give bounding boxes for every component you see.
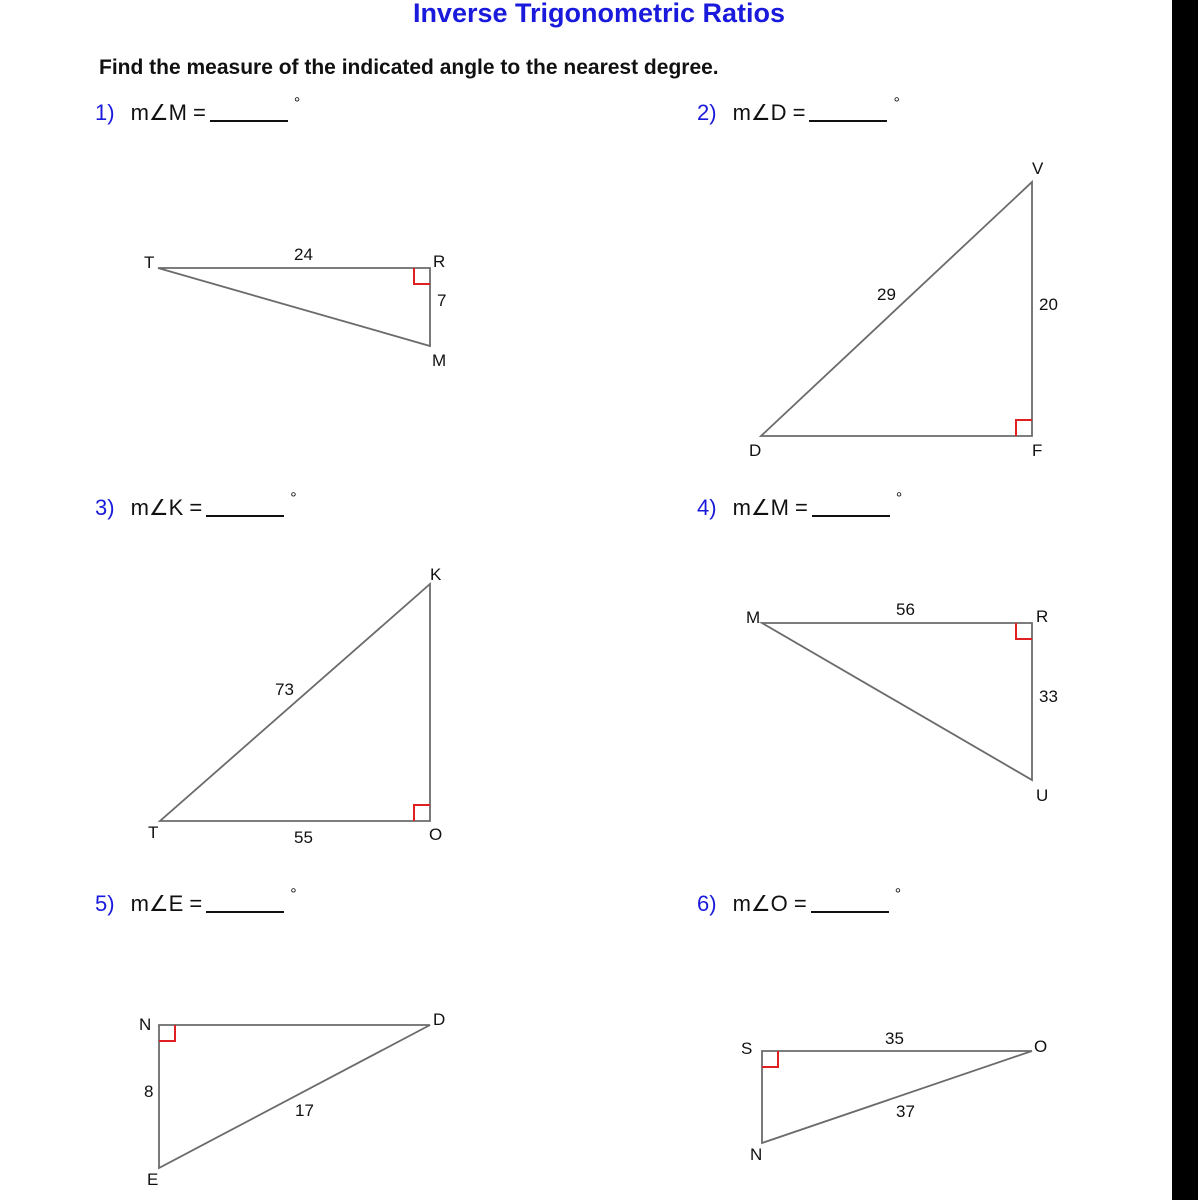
triangle-2: [749, 159, 1058, 460]
triangle-5: [139, 1010, 445, 1189]
right-angle-marker: [159, 1025, 175, 1041]
side-label: 37: [896, 1102, 915, 1121]
vertex-label: T: [144, 253, 155, 272]
triangle-outline: [762, 623, 1032, 780]
degree-symbol: °: [895, 490, 903, 507]
triangle-outline: [158, 268, 430, 346]
vertex-label: M: [432, 351, 447, 370]
side-label: 33: [1039, 687, 1058, 706]
triangle-outline: [762, 1051, 1032, 1143]
problem-number: 4): [697, 495, 717, 520]
instructions: Find the measure of the indicated angle to the nearest degree.: [99, 56, 719, 79]
right-angle-marker: [414, 805, 430, 821]
degree-symbol: °: [290, 490, 297, 507]
side-label: 20: [1039, 295, 1058, 314]
side-label: 55: [294, 828, 313, 847]
degree-symbol: °: [293, 95, 301, 112]
problem-prompt: m∠M =: [130, 100, 206, 125]
side-label: 24: [294, 245, 313, 264]
problem-number: 3): [95, 495, 115, 520]
vertex-label: D: [433, 1010, 446, 1029]
degree-symbol: °: [290, 886, 297, 903]
right-angle-marker: [1016, 623, 1032, 639]
side-label: 7: [437, 291, 447, 310]
triangle-outline: [159, 1025, 430, 1168]
side-label: 17: [295, 1101, 314, 1120]
problem-prompt: m∠E =: [130, 891, 203, 916]
vertex-label: N: [139, 1015, 152, 1034]
problem-number: 6): [697, 891, 717, 916]
problem-number: 2): [697, 100, 717, 125]
vertex-label: F: [1032, 441, 1043, 460]
right-angle-marker: [414, 268, 430, 284]
vertex-label: R: [1036, 607, 1049, 626]
vertex-label: R: [433, 252, 446, 271]
triangle-6: [741, 1029, 1047, 1164]
triangle-1: [144, 245, 446, 370]
problem-prompt: m∠D =: [732, 100, 806, 125]
page-title: Inverse Trigonometric Ratios: [412, 0, 786, 28]
triangle-outline: [160, 584, 430, 821]
right-angle-marker: [762, 1051, 778, 1067]
triangle-4: [746, 600, 1058, 805]
problem-prompt: m∠O =: [732, 891, 807, 916]
problem-prompt: m∠K =: [130, 495, 203, 520]
degree-symbol: °: [893, 95, 900, 112]
right-angle-marker: [1016, 420, 1032, 436]
vertex-label: U: [1036, 786, 1049, 805]
problem-prompt: m∠M =: [732, 495, 808, 520]
side-label: 35: [885, 1029, 904, 1048]
triangle-outline: [761, 182, 1032, 436]
side-label: 56: [896, 600, 915, 619]
side-label: 73: [275, 680, 294, 699]
vertex-label: D: [749, 441, 762, 460]
vertex-label: O: [429, 825, 443, 844]
vertex-label: T: [148, 823, 159, 842]
vertex-label: K: [430, 565, 442, 584]
problem-number: 5): [95, 891, 115, 916]
degree-symbol: °: [894, 886, 902, 903]
side-label: 29: [877, 285, 896, 304]
vertex-label: M: [746, 608, 761, 627]
vertex-label: N: [750, 1145, 763, 1164]
vertex-label: V: [1032, 159, 1044, 178]
triangle-3: [148, 565, 442, 847]
side-label: 8: [144, 1082, 154, 1101]
problem-number: 1): [95, 100, 115, 125]
vertex-label: E: [147, 1170, 159, 1189]
vertex-label: S: [741, 1039, 753, 1058]
vertex-label: O: [1034, 1037, 1048, 1056]
